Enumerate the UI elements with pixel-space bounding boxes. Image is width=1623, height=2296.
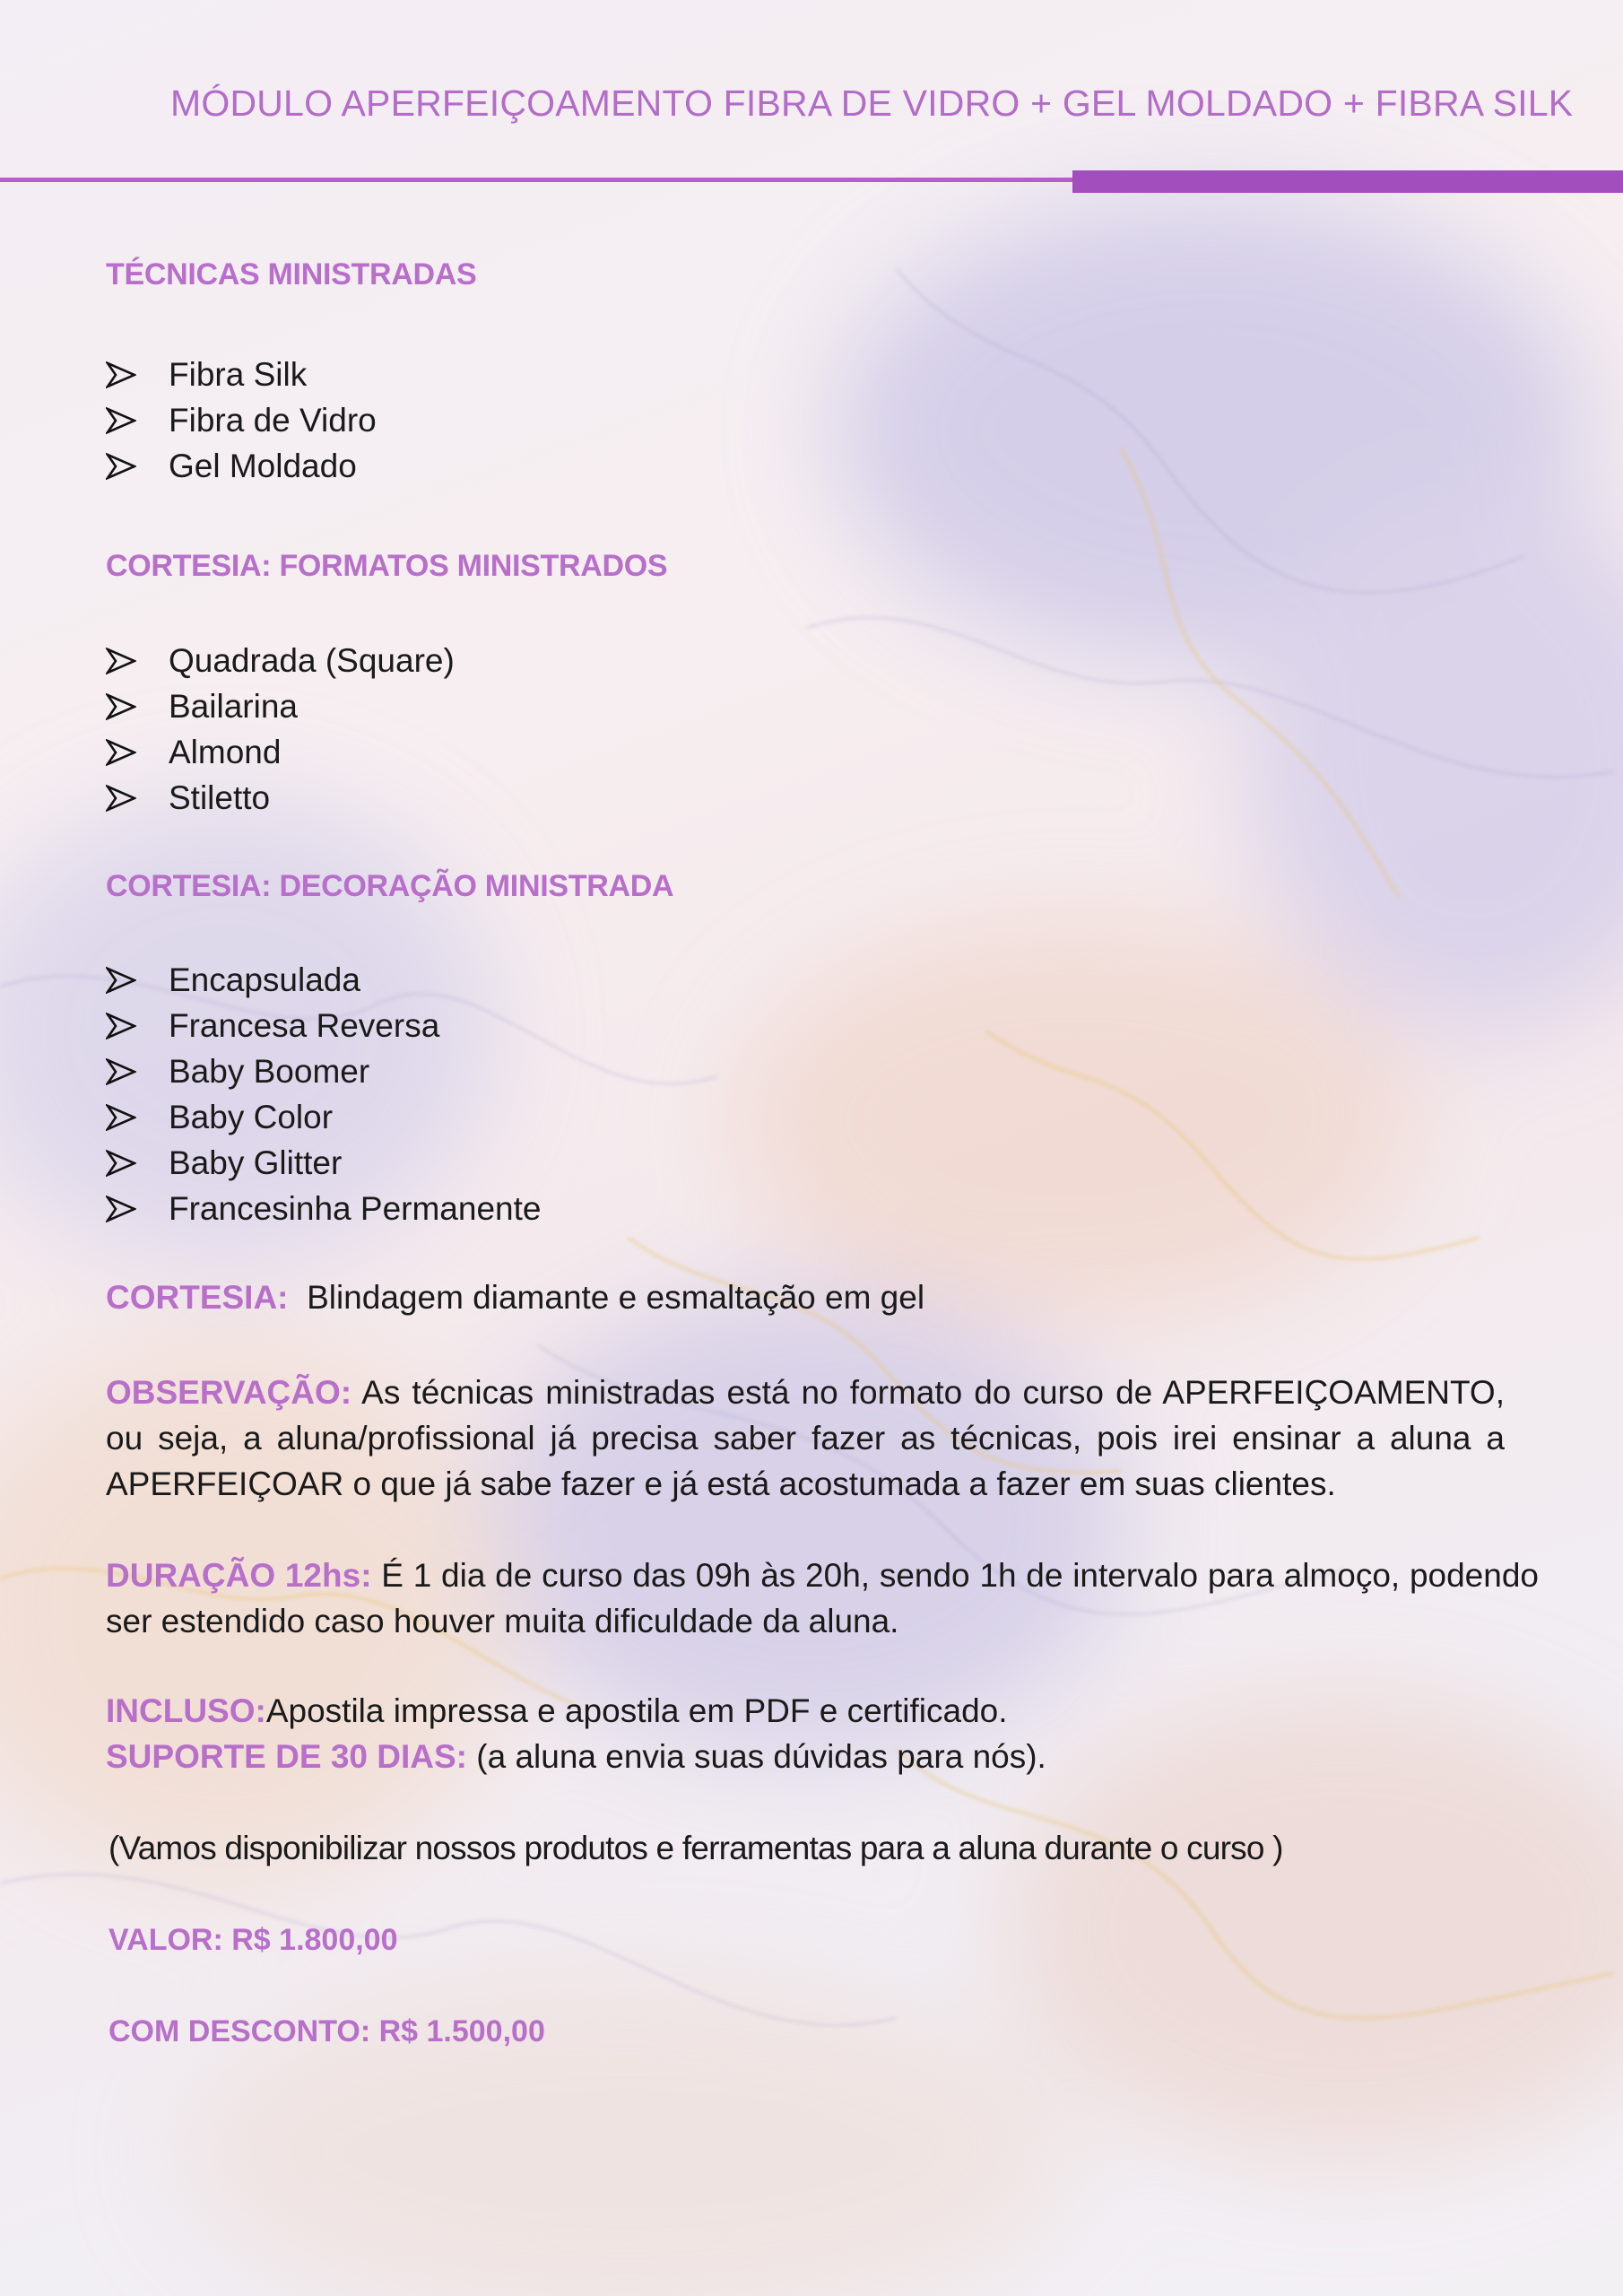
list-item-label: Baby Glitter bbox=[169, 1144, 343, 1181]
list-item-label: Baby Boomer bbox=[169, 1052, 370, 1090]
suporte-paragraph bbox=[106, 1738, 1046, 1776]
list-item bbox=[106, 1186, 541, 1231]
tecnicas-heading: TÉCNICAS MINISTRADAS bbox=[106, 257, 477, 291]
list-item bbox=[106, 397, 377, 443]
arrow-bullet-icon bbox=[106, 1058, 136, 1085]
header-rule-thin bbox=[0, 178, 1076, 182]
list-item-label: Almond bbox=[169, 733, 282, 770]
suporte-label: SUPORTE DE 30 DIAS: bbox=[106, 1738, 467, 1775]
tecnicas-list bbox=[106, 352, 377, 489]
arrow-bullet-icon bbox=[106, 453, 136, 480]
incluso-paragraph bbox=[106, 1692, 1008, 1730]
header-rule-thick bbox=[1072, 170, 1623, 193]
products-note: (Vamos disponibilizar nossos produtos e ferramentas para a aluna durante o curso ) bbox=[108, 1830, 1283, 1866]
arrow-bullet-icon bbox=[106, 1104, 136, 1131]
arrow-bullet-icon bbox=[106, 1013, 136, 1039]
list-item-label: Francesa Reversa bbox=[169, 1006, 440, 1044]
list-item-label: Baby Color bbox=[169, 1098, 334, 1135]
incluso-label: INCLUSO: bbox=[106, 1692, 266, 1729]
arrow-bullet-icon bbox=[106, 1150, 136, 1177]
list-item bbox=[106, 443, 377, 489]
arrow-bullet-icon bbox=[106, 785, 136, 812]
list-item bbox=[106, 352, 377, 397]
list-item bbox=[106, 729, 455, 775]
duracao-label: DURAÇÃO 12hs: bbox=[106, 1557, 372, 1594]
list-item bbox=[106, 1048, 541, 1094]
decoracao-heading: CORTESIA: DECORAÇÃO MINISTRADA bbox=[106, 869, 674, 903]
list-item-label: Bailarina bbox=[169, 687, 298, 725]
list-item-label: Fibra Silk bbox=[169, 355, 308, 393]
arrow-bullet-icon bbox=[106, 693, 136, 720]
formatos-heading: CORTESIA: FORMATOS MINISTRADOS bbox=[106, 549, 668, 583]
price-value: VALOR: R$ 1.800,00 bbox=[108, 1923, 398, 1957]
observacao-text: As técnicas ministradas está no formato do curso de APERFEIÇOAMENTO, ou seja, a aluna/profissional já precisa saber fazer as técnicas, pois irei ensinar a aluna a APERFEIÇOAR o que já sabe fazer e já está acostumada a fazer em suas clientes. bbox=[106, 1374, 1505, 1502]
arrow-bullet-icon bbox=[106, 1196, 136, 1222]
list-item bbox=[106, 1003, 541, 1048]
arrow-bullet-icon bbox=[106, 361, 136, 388]
incluso-text: Apostila impressa e apostila em PDF e certificado. bbox=[265, 1692, 1008, 1729]
duracao-paragraph bbox=[106, 1552, 1539, 1644]
formatos-list bbox=[106, 638, 455, 821]
arrow-bullet-icon bbox=[106, 407, 136, 434]
list-item bbox=[106, 683, 455, 729]
cortesia-paragraph bbox=[106, 1279, 924, 1317]
arrow-bullet-icon bbox=[106, 739, 136, 766]
suporte-text: (a aluna envia suas dúvidas para nós). bbox=[476, 1738, 1046, 1775]
list-item-label: Fibra de Vidro bbox=[169, 401, 377, 439]
arrow-bullet-icon bbox=[106, 648, 136, 674]
cortesia-label: CORTESIA: bbox=[106, 1279, 289, 1316]
duracao-text: É 1 dia de curso das 09h às 20h, sendo 1h de intervalo para almoço, podendo ser estendido caso houver muita dificuldade da aluna. bbox=[106, 1557, 1539, 1639]
list-item bbox=[106, 638, 455, 683]
decoracao-list bbox=[106, 957, 541, 1231]
list-item-label: Francesinha Permanente bbox=[169, 1189, 542, 1227]
observacao-paragraph bbox=[106, 1370, 1505, 1507]
list-item bbox=[106, 1094, 541, 1140]
arrow-bullet-icon bbox=[106, 967, 136, 994]
list-item-label: Gel Moldado bbox=[169, 447, 357, 484]
cortesia-text: Blindagem diamante e esmaltação em gel bbox=[307, 1279, 925, 1316]
observacao-label: OBSERVAÇÃO: bbox=[106, 1374, 352, 1411]
list-item-label: Encapsulada bbox=[169, 961, 360, 998]
list-item bbox=[106, 1140, 541, 1186]
list-item bbox=[106, 957, 541, 1003]
list-item-label: Stiletto bbox=[169, 778, 271, 816]
price-discount: COM DESCONTO: R$ 1.500,00 bbox=[108, 2014, 545, 2048]
list-item bbox=[106, 775, 455, 821]
page-title: MÓDULO APERFEIÇOAMENTO FIBRA DE VIDRO + GEL MOLDADO + FIBRA SILK bbox=[170, 83, 1574, 124]
list-item-label: Quadrada (Square) bbox=[169, 641, 455, 679]
